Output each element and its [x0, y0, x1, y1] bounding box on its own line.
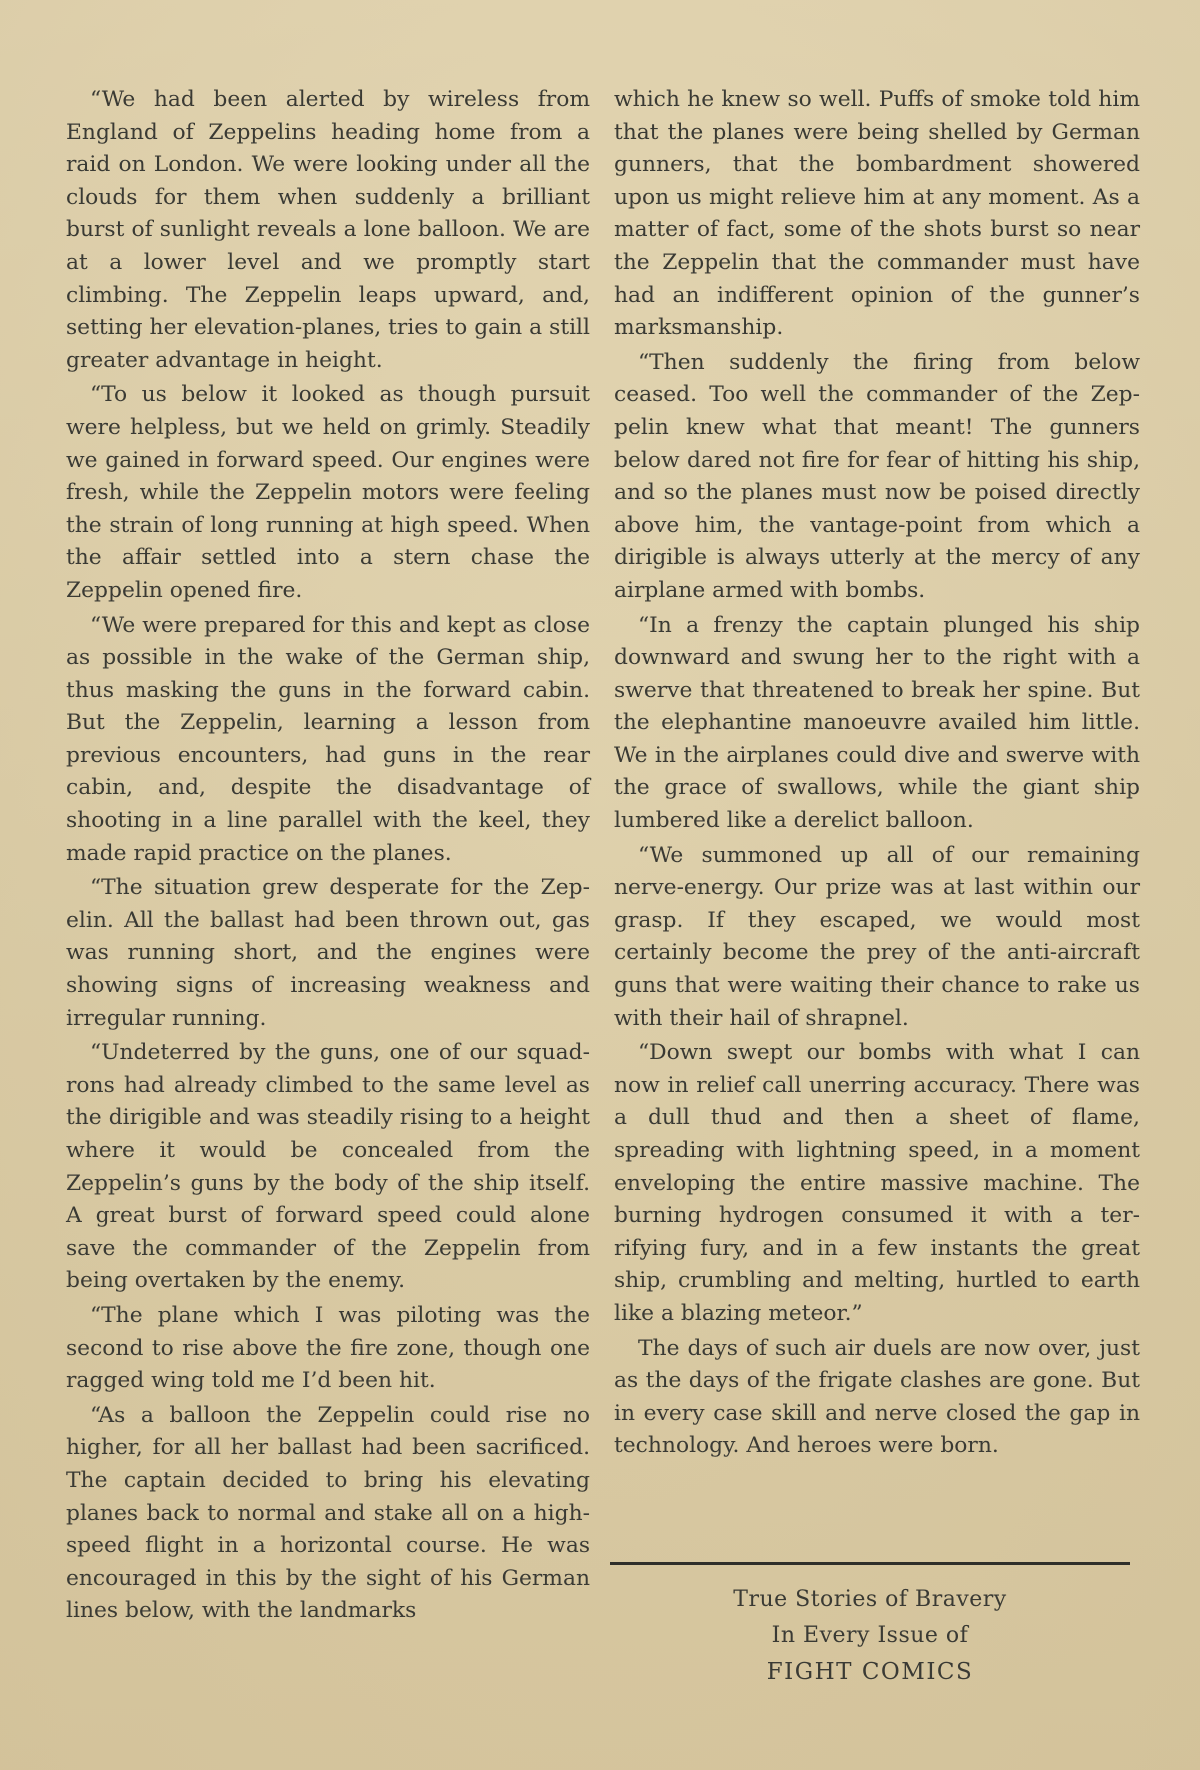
left-column [66, 84, 590, 1630]
article-paragraph: “Undeterred by the guns, one of our squadrons had already climbed to the same level as the dirigible and was steadily rising to a height where it would be concealed from the Zeppelin’s guns by the body of the ship itself. A great burst of forward speed could alone save the commander of the Zeppelin from being overtaken by the enemy. [66, 1040, 590, 1294]
divider-rule [610, 1562, 1130, 1565]
promo-line-1: True Stories of Bravery [733, 1587, 1007, 1612]
article-paragraph: “Down swept our bombs with what I can now in relief call unerring accuracy. There was a dull thud and then a sheet of flame, spreading with lightning speed, in a moment enveloping the entire massive machine. The burning hydrogen consumed it with a terrifying fury, and in a few instants the great ship, crumbling and melting, hurtled to earth like a blazing meteor.” [614, 1040, 1140, 1326]
article-paragraph: “We had been alerted by wireless from England of Zeppelins heading home from a raid on London. We were looking under all the clouds for them when suddenly a brilliant burst of sunlight reveals a lone balloon. We are at a lower level and we promptly start climbing. The Zeppelin leaps upward, and, setting her elevation-planes, tries to gain a still greater advantage in height. [66, 87, 590, 373]
article-paragraph: “In a frenzy the captain plunged his ship downward and swung her to the right with a swerve that threatened to break her spine. But the elephantine manoeuvre availed him little. We in the airplanes could dive and swerve with the grace of swallows, while the giant ship lumbered like a derelict balloon. [614, 612, 1140, 834]
article-paragraph: “The situation grew desperate for the Zepelin. All the ballast had been thrown out, gas was running short, and the engines were showing signs of increasing weakness and irregular running. [66, 875, 590, 1031]
right-column [614, 84, 1140, 1465]
article-paragraph: The days of such air duels are now over, just as the days of the frigate clashes are gone. But in every case skill and nerve closed the gap in technology. And heroes were born. [614, 1335, 1140, 1459]
promo-box [610, 1582, 1130, 1690]
promo-line-2: In Every Issue of [771, 1623, 969, 1648]
article-paragraph: “The plane which I was piloting was the second to rise above the fire zone, though one ragged wing told me I’d been hit. [66, 1302, 590, 1394]
article-paragraph: “Then suddenly the firing from below ceased. Too well the commander of the Zeppelin knew what that meant! The gunners below dared not fire for fear of hitting his ship, and so the planes must now be poised directly above him, the vantage-point from which a dirigible is always utterly at the mercy of any airplane armed with bombs. [614, 349, 1140, 603]
article-paragraph: “We were prepared for this and kept as close as possible in the wake of the German ship, thus masking the guns in the forward cabin. But the Zeppelin, learning a lesson from previous encounters, had guns in the rear cabin, and, despite the disadvantage of shooting in a line parallel with the keel, they made rapid practice on the planes. [66, 612, 591, 866]
article-continuation: which he knew so well. Puffs of smoke told him that the planes were being shelled by German gunners, that the bombardment showered upon us might relieve him at any moment. As a matter of fact, some of the shots burst so near the Zeppelin that the commander must have had an indifferent opinion of the gunner’s marksmanship. [614, 87, 1140, 341]
article-paragraph: “To us below it looked as though pursuit were helpless, but we held on grimly. Steadily we gained in forward speed. Our engines were fresh, while the Zeppelin motors were feeling the strain of long running at high speed. When the affair settled into a stern chase the Zeppelin opened fire. [66, 382, 590, 603]
article-paragraph: “As a balloon the Zeppelin could rise no higher, for all her ballast had been sacrificed. The captain decided to bring his elevating planes back to normal and stake all on a high-speed flight in a horizontal course. He was encouraged in this by the sight of his German lines below, with the landmarks [66, 1402, 590, 1624]
article-paragraph: “We summoned up all of our remaining nerve-energy. Our prize was at last within our grasp. If they escaped, we would most certainly become the prey of the anti-aircraft guns that were waiting their chance to rake us with their hail of shrapnel. [614, 842, 1140, 1031]
promo-brand: FIGHT COMICS [766, 1659, 974, 1685]
